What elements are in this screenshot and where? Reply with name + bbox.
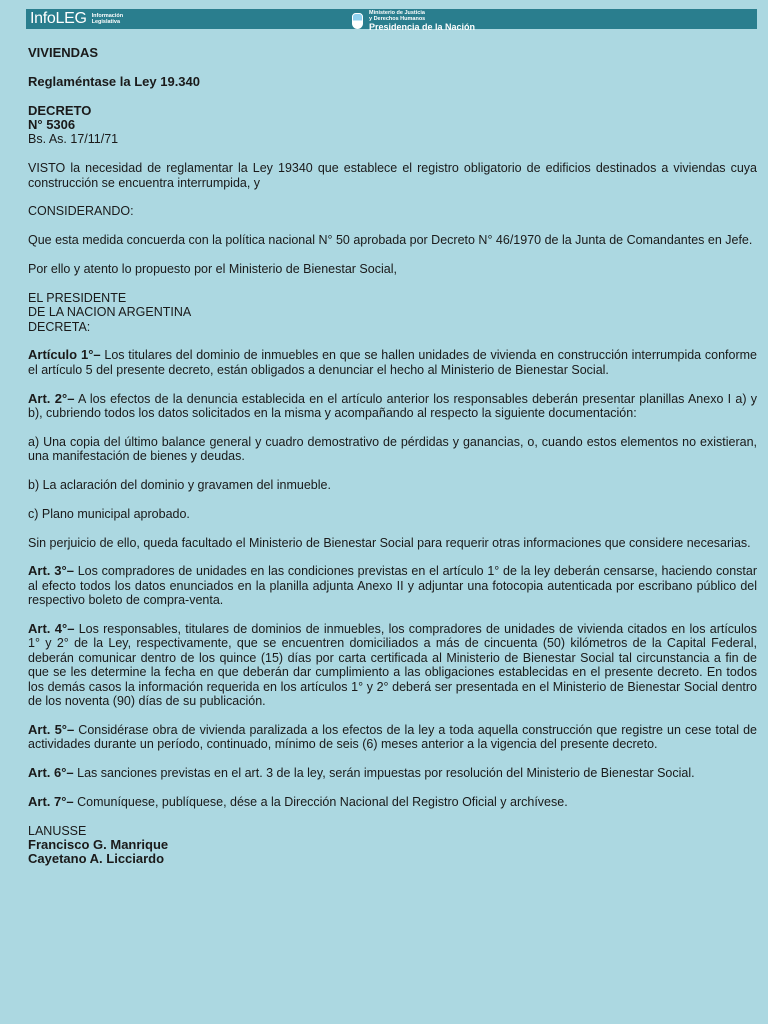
- infoleg-logo[interactable]: [30, 10, 123, 28]
- ministry-line-3: Presidencia de la Nación: [369, 22, 476, 32]
- article-1-label: Artículo 1°–: [28, 347, 101, 363]
- ministry-line-1: Ministerio de Justicia: [369, 10, 425, 16]
- signature-licciardo: Cayetano A. Licciardo: [28, 851, 165, 867]
- ministry-text: [369, 10, 475, 32]
- visto-paragraph: VISTO la necesidad de reglamentar la Ley 19340 que establece el registro obligatorio de edificios destinados a viviendas cuya construcción se encuentra interrumpida, y: [28, 161, 757, 190]
- article-2-label: Art. 2°–: [28, 390, 75, 406]
- article-7-text: Comuníquese, publíquese, dése a la Dirección Nacional del Registro Oficial y archívese.: [73, 794, 568, 809]
- article-1-text: Los titulares del dominio de inmuebles en que se hallen unidades de vivienda en construcción interrumpida conforme el artículo 5 del presente decreto, están obligados a denunciar el hecho al Ministerio de Bienestar Social.: [28, 348, 757, 377]
- article-5-label: Art. 5°–: [28, 721, 75, 737]
- article-7-label: Art. 7°–: [28, 793, 74, 809]
- article-6: [28, 766, 757, 780]
- ministry-line-2: y Derechos Humanos: [369, 16, 426, 22]
- president-line-2: DE LA NACION ARGENTINA: [28, 305, 192, 320]
- article-2: [28, 392, 757, 421]
- article-4: [28, 622, 757, 708]
- president-line-1: EL PRESIDENTE: [28, 290, 127, 305]
- sin-perjuicio-paragraph: Sin perjuicio de ello, queda facultado el Ministerio de Bienestar Social para requerir otras informaciones que considere necesarias.: [28, 535, 751, 550]
- article-5: [28, 723, 757, 752]
- article-6-text: Las sanciones previstas en el art. 3 de la ley, serán impuestas por resolución del Ministerio de Bienestar Social.: [73, 766, 695, 781]
- por-ello-paragraph: Por ello y atento lo propuesto por el Ministerio de Bienestar Social,: [28, 262, 397, 276]
- item-a: a) Una copia del último balance general y cuadro demostrativo de pérdidas y ganancias, o, cuando estos elementos no existieran, una manifestación de bienes y deudas.: [28, 434, 757, 464]
- signature-manrique: Francisco G. Manrique: [28, 837, 169, 853]
- article-4-label: Art. 4°–: [28, 621, 75, 637]
- decree-document: [28, 46, 757, 867]
- item-b: b) La aclaración del dominio y gravamen del inmueble.: [28, 478, 331, 493]
- infoleg-header-banner: [26, 9, 757, 32]
- document-topic: VIVIENDAS: [28, 45, 99, 60]
- article-2-text: A los efectos de la denuncia establecida en el artículo anterior los responsables deberán presentar planillas Anexo I a) y b), cubriendo todos los datos solicitados en la misma y acompañando al respecto la siguiente documentación:: [28, 391, 757, 421]
- brand-sub-line-1: Información: [91, 13, 124, 19]
- brand-name: InfoLEG: [30, 10, 87, 27]
- place-date: Bs. As. 17/11/71: [28, 132, 119, 147]
- article-7: [28, 795, 757, 809]
- document-subtitle: Reglaméntase la Ley 19.340: [28, 73, 200, 89]
- article-3-text: Los compradores de unidades en las condiciones previstas en el artículo 1° de la ley deberán censarse, haciendo constar al efecto todos los datos enunciados en la planilla adjunta Anexo II y adjuntar una fotocopia autenticada por escribano público del respectivo boleto de compra-venta.: [28, 564, 757, 608]
- signature-lanusse: LANUSSE: [28, 823, 87, 838]
- item-c: c) Plano municipal aprobado.: [28, 506, 190, 521]
- article-3: [28, 564, 757, 607]
- considerando-heading: CONSIDERANDO:: [28, 204, 134, 219]
- article-4-text: Los responsables, titulares de dominios de inmuebles, los compradores de unidades de vivienda citados en los artículos 1° y 2° de la Ley, respectivamente, que se encuentren domiciliados a más de cincuenta (50) kilómetros de la Capital Federal, deberán comunicar dentro de los quince (15) días por carta certificada al Ministerio de Bienestar Social tal circunstancia a fin de que se les determine la fecha en que deberán dar cumplimiento a las obligaciones establecidas en el presente decreto. En todos los demás casos la información requerida en los artículos 1° y 2° deberá ser presentada en el Ministerio de Bienestar Social dentro de los noventa (90) días de su publicación.: [28, 622, 757, 709]
- article-6-label: Art. 6°–: [28, 765, 74, 781]
- article-1: [28, 348, 757, 377]
- brand-sub-line-2: Legislativa: [91, 19, 121, 25]
- ministry-logo[interactable]: [352, 10, 475, 32]
- article-5-text: Considérase obra de vivienda paralizada a los efectos de la ley a toda aquella construcción que registre un cese total de actividades durante un período, continuado, mínimo de seis (6) meses anterior a la vigencia del presente decreto.: [28, 722, 757, 752]
- decreta-line: DECRETA:: [28, 319, 91, 334]
- argentina-shield-icon: [352, 13, 363, 29]
- brand-subtitle: [92, 13, 123, 25]
- decree-number: N° 5306: [28, 117, 76, 132]
- decree-label: DECRETO: [28, 102, 92, 118]
- considerando-paragraph: Que esta medida concuerda con la política nacional N° 50 aprobada por Decreto N° 46/1970 de la Junta de Comandantes en Jefe.: [28, 233, 753, 248]
- article-3-label: Art. 3°–: [28, 563, 74, 579]
